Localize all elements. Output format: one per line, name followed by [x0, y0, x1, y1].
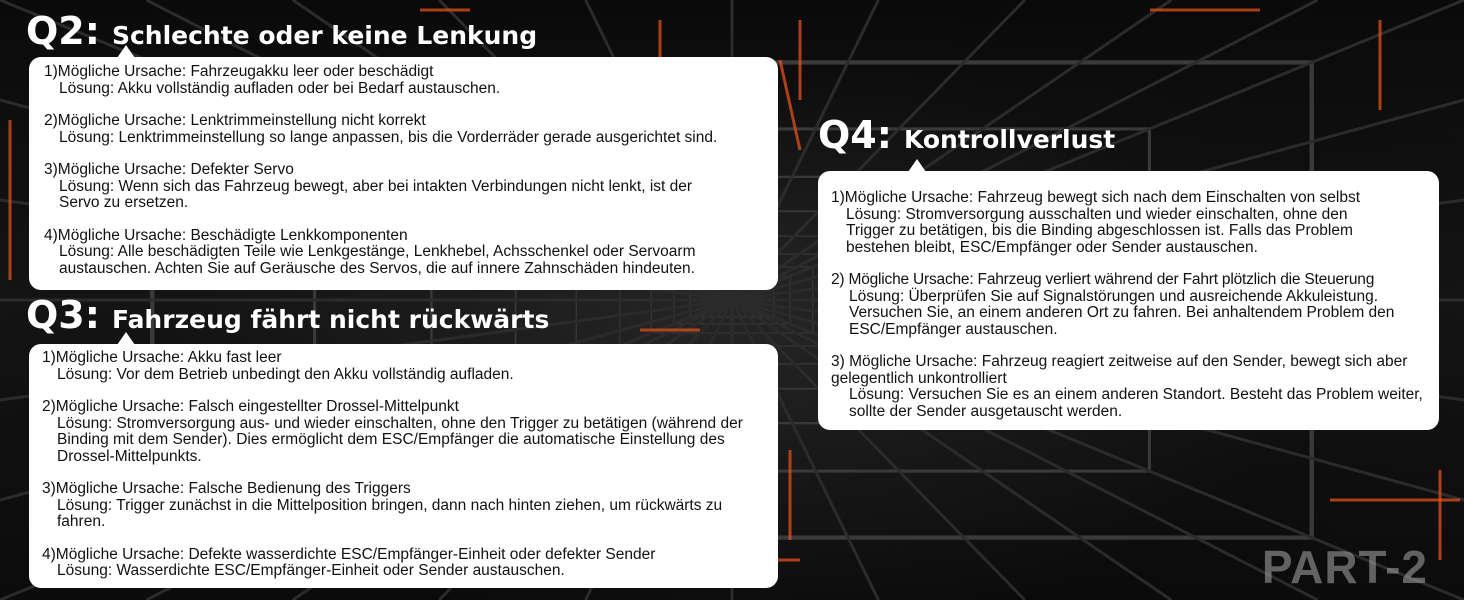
q4-item-3-cause: 3) Mögliche Ursache: Fahrzeug reagiert zeitweise auf den Sender, bewegt sich aber gelegentlich unkontrolliert — [831, 353, 1408, 387]
q3-item-1-cause: 1)Mögliche Ursache: Akku fast leer — [42, 349, 282, 366]
q2-heading — [26, 9, 538, 53]
q2-title: Schlechte oder keine Lenkung — [111, 21, 538, 50]
q2-item-3-solution: Lösung: Wenn sich das Fahrzeug bewegt, aber bei intakten Verbindungen nicht lenkt, ist der Servo zu ersetzen. — [59, 177, 693, 211]
q3-item-3 — [42, 481, 770, 531]
q2-item-4 — [44, 228, 770, 278]
q4-answer-box — [818, 171, 1439, 430]
q2-number: Q2: — [26, 9, 100, 53]
q2-item-3-cause: 3)Mögliche Ursache: Defekter Servo — [44, 161, 294, 178]
q4-item-2-cause: 2) Mögliche Ursache: Fahrzeug verliert während der Fahrt plötzlich die Steuerung — [831, 271, 1375, 288]
q3-item-4 — [42, 547, 770, 580]
q3-item-2 — [42, 399, 770, 465]
q2-item-2 — [44, 113, 770, 146]
q3-item-3-solution: Lösung: Trigger zunächst in die Mittelposition bringen, dann nach hinten ziehen, um rückwärts zu fahren. — [57, 496, 723, 530]
q2-answer-box — [29, 57, 778, 290]
q3-item-3-cause: 3)Mögliche Ursache: Falsche Bedienung des Triggers — [42, 480, 411, 497]
q2-item-1-solution: Lösung: Akku vollständig aufladen oder bei Bedarf austauschen. — [59, 79, 501, 97]
q3-item-1 — [42, 350, 770, 383]
q4-item-3 — [831, 354, 1435, 420]
q2-item-1-cause: 1)Mögliche Ursache: Fahrzeugakku leer oder beschädigt — [44, 63, 434, 80]
q4-item-1-cause: 1)Mögliche Ursache: Fahrzeug bewegt sich nach dem Einschalten von selbst — [831, 189, 1360, 206]
q3-answer-box — [29, 344, 778, 588]
q3-item-2-cause: 2)Mögliche Ursache: Falsch eingestellter Drossel-Mittelpunkt — [42, 398, 459, 415]
q3-heading — [26, 293, 550, 337]
q4-item-1-solution: Lösung: Stromversorgung ausschalten und wieder einschalten, ohne den Trigger zu betätigen, bis die Binding abgeschlossen ist. Falls das Problem bestehen bleibt, ESC/Empfänger oder Sender austauschen. — [846, 205, 1353, 256]
q2-item-2-cause: 2)Mögliche Ursache: Lenktrimmeinstellung nicht korrekt — [44, 112, 426, 129]
part-watermark: PART-2 — [1261, 541, 1428, 593]
q2-item-4-cause: 4)Mögliche Ursache: Beschädigte Lenkkomponenten — [44, 226, 408, 244]
q3-item-1-solution: Lösung: Vor dem Betrieb unbedingt den Akku vollständig aufladen. — [57, 365, 514, 383]
q2-item-1 — [44, 64, 770, 97]
q2-item-4-solution: Lösung: Alle beschädigten Teile wie Lenkgestänge, Lenkhebel, Achsschenkel oder Servoarm austauschen. Achten Sie auf Geräusche des Servos, die auf innere Zahnschäden hindeuten. — [59, 243, 696, 277]
q3-number: Q3: — [26, 293, 100, 337]
q2-item-2-solution: Lösung: Lenktrimmeinstellung so lange anpassen, bis die Vorderräder gerade ausgerichtet sind. — [59, 128, 718, 146]
q4-title: Kontrollverlust — [903, 125, 1116, 154]
q3-item-2-solution: Lösung: Stromversorgung aus- und wieder einschalten, ohne den Trigger zu betätigen (während der Binding mit dem Sender). Dies ermöglicht dem ESC/Empfänger die automatische Einstellung des Drossel-Mittelpunkts. — [57, 414, 743, 465]
q3-item-4-solution: Lösung: Wasserdichte ESC/Empfänger-Einheit oder Sender austauschen. — [57, 562, 565, 579]
q2-item-3 — [44, 162, 770, 212]
q4-heading — [818, 113, 1116, 157]
q4-number: Q4: — [818, 113, 892, 157]
q4-item-2 — [831, 272, 1435, 338]
q4-item-3-solution: Lösung: Versuchen Sie es an einem anderen Standort. Besteht das Problem weiter, sollte der Sender ausgetauscht werden. — [849, 386, 1423, 420]
q3-item-4-cause: 4)Mögliche Ursache: Defekte wasserdichte ESC/Empfänger-Einheit oder defekter Sender — [42, 545, 656, 563]
q4-item-2-solution: Lösung: Überprüfen Sie auf Signalstörungen und ausreichende Akkuleistung. Versuchen Sie, an einem anderen Ort zu fahren. Bei anhaltendem Problem den ESC/Empfänger austauschen. — [849, 287, 1395, 338]
q4-item-1 — [831, 190, 1435, 256]
q3-title: Fahrzeug fährt nicht rückwärts — [111, 305, 550, 334]
